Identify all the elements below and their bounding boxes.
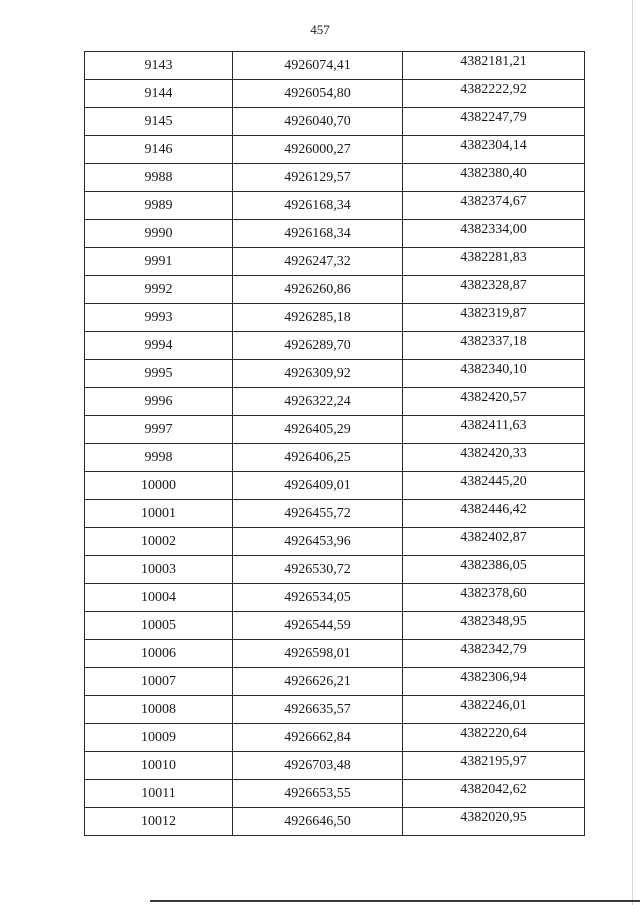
point-id-cell-text: 9995 [144, 365, 173, 381]
point-id-cell [85, 164, 233, 192]
y-coordinate-cell-text: 4382020,95 [460, 809, 527, 825]
point-id-cell-text: 10002 [141, 533, 176, 549]
table-row [85, 612, 585, 640]
point-id-cell-text: 10005 [141, 617, 176, 633]
coordinates-table [84, 51, 585, 836]
x-coordinate-cell-text: 4926653,55 [284, 785, 351, 801]
y-coordinate-cell-text: 4382411,63 [460, 417, 527, 433]
x-coordinate-cell [233, 528, 403, 556]
table-row [85, 276, 585, 304]
point-id-cell-text: 9992 [144, 281, 173, 297]
y-coordinate-cell [403, 528, 585, 556]
x-coordinate-cell [233, 612, 403, 640]
y-coordinate-cell [403, 388, 585, 416]
point-id-cell [85, 192, 233, 220]
x-coordinate-cell [233, 640, 403, 668]
point-id-cell [85, 556, 233, 584]
point-id-cell-text: 9994 [144, 337, 173, 353]
table-row [85, 304, 585, 332]
table-row [85, 248, 585, 276]
table-row [85, 164, 585, 192]
point-id-cell-text: 10008 [141, 701, 176, 717]
point-id-cell [85, 360, 233, 388]
point-id-cell [85, 696, 233, 724]
x-coordinate-cell-text: 4926406,25 [284, 449, 351, 465]
point-id-cell [85, 472, 233, 500]
y-coordinate-cell-text: 4382246,01 [460, 697, 527, 713]
x-coordinate-cell-text: 4926247,32 [284, 253, 351, 269]
point-id-cell-text: 10010 [141, 757, 176, 773]
x-coordinate-cell-text: 4926168,34 [284, 197, 351, 213]
point-id-cell-text: 10004 [141, 589, 176, 605]
point-id-cell-text: 9991 [144, 253, 173, 269]
y-coordinate-cell [403, 444, 585, 472]
x-coordinate-cell [233, 276, 403, 304]
point-id-cell [85, 304, 233, 332]
table-row [85, 696, 585, 724]
table-row [85, 80, 585, 108]
y-coordinate-cell-text: 4382420,57 [460, 389, 527, 405]
x-coordinate-cell-text: 4926703,48 [284, 757, 351, 773]
table-row [85, 752, 585, 780]
point-id-cell-text: 10001 [141, 505, 176, 521]
x-coordinate-cell [233, 696, 403, 724]
x-coordinate-cell [233, 332, 403, 360]
point-id-cell-text: 10007 [141, 673, 176, 689]
point-id-cell-text: 9997 [144, 421, 173, 437]
point-id-cell [85, 332, 233, 360]
point-id-cell [85, 416, 233, 444]
x-coordinate-cell [233, 220, 403, 248]
coordinates-table-body [85, 52, 585, 836]
table-row [85, 52, 585, 80]
point-id-cell-text: 10006 [141, 645, 176, 661]
point-id-cell [85, 444, 233, 472]
x-coordinate-cell [233, 668, 403, 696]
x-coordinate-cell-text: 4926409,01 [284, 477, 351, 493]
y-coordinate-cell [403, 164, 585, 192]
page-number: 457 [310, 22, 330, 37]
y-coordinate-cell-text: 4382319,87 [460, 305, 527, 321]
point-id-cell [85, 108, 233, 136]
x-coordinate-cell-text: 4926322,24 [284, 393, 351, 409]
point-id-cell [85, 276, 233, 304]
x-coordinate-cell [233, 80, 403, 108]
x-coordinate-cell-text: 4926626,21 [284, 673, 351, 689]
table-row [85, 192, 585, 220]
x-coordinate-cell-text: 4926544,59 [284, 617, 351, 633]
x-coordinate-cell [233, 724, 403, 752]
x-coordinate-cell-text: 4926534,05 [284, 589, 351, 605]
x-coordinate-cell [233, 444, 403, 472]
table-row [85, 640, 585, 668]
point-id-cell [85, 808, 233, 836]
y-coordinate-cell [403, 304, 585, 332]
point-id-cell [85, 612, 233, 640]
x-coordinate-cell-text: 4926662,84 [284, 729, 351, 745]
table-row [85, 584, 585, 612]
point-id-cell [85, 136, 233, 164]
y-coordinate-cell-text: 4382306,94 [460, 669, 527, 685]
y-coordinate-cell-text: 4382247,79 [460, 109, 527, 125]
x-coordinate-cell [233, 416, 403, 444]
y-coordinate-cell-text: 4382222,92 [460, 81, 527, 97]
y-coordinate-cell-text: 4382402,87 [460, 529, 527, 545]
point-id-cell-text: 9146 [144, 141, 173, 157]
y-coordinate-cell-text: 4382337,18 [460, 333, 527, 349]
y-coordinate-cell [403, 640, 585, 668]
y-coordinate-cell-text: 4382378,60 [460, 585, 527, 601]
table-row [85, 472, 585, 500]
y-coordinate-cell [403, 248, 585, 276]
table-row [85, 668, 585, 696]
point-id-cell-text: 9990 [144, 225, 173, 241]
point-id-cell [85, 780, 233, 808]
x-coordinate-cell [233, 752, 403, 780]
point-id-cell-text: 9996 [144, 393, 173, 409]
y-coordinate-cell-text: 4382181,21 [460, 53, 527, 69]
x-coordinate-cell-text: 4926455,72 [284, 505, 351, 521]
y-coordinate-cell [403, 668, 585, 696]
point-id-cell [85, 52, 233, 80]
x-coordinate-cell-text: 4926646,50 [284, 813, 351, 829]
point-id-cell [85, 668, 233, 696]
x-coordinate-cell [233, 304, 403, 332]
y-coordinate-cell [403, 192, 585, 220]
x-coordinate-cell-text: 4926074,41 [284, 57, 351, 73]
x-coordinate-cell-text: 4926000,27 [284, 141, 351, 157]
y-coordinate-cell-text: 4382445,20 [460, 473, 527, 489]
y-coordinate-cell-text: 4382304,14 [460, 137, 527, 153]
point-id-cell-text: 9998 [144, 449, 173, 465]
x-coordinate-cell [233, 360, 403, 388]
table-row [85, 444, 585, 472]
y-coordinate-cell [403, 276, 585, 304]
table-row [85, 528, 585, 556]
y-coordinate-cell-text: 4382195,97 [460, 753, 527, 769]
y-coordinate-cell-text: 4382042,62 [460, 781, 527, 797]
x-coordinate-cell [233, 192, 403, 220]
x-coordinate-cell [233, 556, 403, 584]
point-id-cell-text: 9145 [144, 113, 173, 129]
point-id-cell [85, 528, 233, 556]
x-coordinate-cell-text: 4926530,72 [284, 561, 351, 577]
x-coordinate-cell-text: 4926289,70 [284, 337, 351, 353]
y-coordinate-cell [403, 136, 585, 164]
y-coordinate-cell [403, 612, 585, 640]
y-coordinate-cell-text: 4382342,79 [460, 641, 527, 657]
table-row [85, 108, 585, 136]
table-row [85, 500, 585, 528]
point-id-cell [85, 248, 233, 276]
point-id-cell-text: 10012 [141, 813, 176, 829]
y-coordinate-cell [403, 360, 585, 388]
y-coordinate-cell-text: 4382380,40 [460, 165, 527, 181]
y-coordinate-cell [403, 696, 585, 724]
x-coordinate-cell-text: 4926054,80 [284, 85, 351, 101]
table-row [85, 136, 585, 164]
y-coordinate-cell-text: 4382348,95 [460, 613, 527, 629]
y-coordinate-cell [403, 584, 585, 612]
y-coordinate-cell [403, 108, 585, 136]
table-row [85, 780, 585, 808]
x-coordinate-cell [233, 136, 403, 164]
x-coordinate-cell [233, 500, 403, 528]
y-coordinate-cell-text: 4382328,87 [460, 277, 527, 293]
y-coordinate-cell [403, 556, 585, 584]
table-row [85, 724, 585, 752]
x-coordinate-cell [233, 584, 403, 612]
x-coordinate-cell [233, 108, 403, 136]
point-id-cell-text: 9989 [144, 197, 173, 213]
x-coordinate-cell [233, 808, 403, 836]
x-coordinate-cell-text: 4926453,96 [284, 533, 351, 549]
table-row [85, 416, 585, 444]
x-coordinate-cell-text: 4926405,29 [284, 421, 351, 437]
x-coordinate-cell [233, 388, 403, 416]
y-coordinate-cell [403, 500, 585, 528]
point-id-cell [85, 752, 233, 780]
y-coordinate-cell-text: 4382386,05 [460, 557, 527, 573]
y-coordinate-cell-text: 4382420,33 [460, 445, 527, 461]
table-row [85, 332, 585, 360]
y-coordinate-cell-text: 4382340,10 [460, 361, 527, 377]
x-coordinate-cell-text: 4926168,34 [284, 225, 351, 241]
point-id-cell-text: 10000 [141, 477, 176, 493]
table-row [85, 360, 585, 388]
y-coordinate-cell [403, 808, 585, 836]
table-row [85, 556, 585, 584]
point-id-cell-text: 9993 [144, 309, 173, 325]
table-row [85, 220, 585, 248]
y-coordinate-cell [403, 472, 585, 500]
point-id-cell-text: 9988 [144, 169, 173, 185]
y-coordinate-cell [403, 80, 585, 108]
x-coordinate-cell [233, 780, 403, 808]
point-id-cell [85, 80, 233, 108]
y-coordinate-cell-text: 4382446,42 [460, 501, 527, 517]
y-coordinate-cell [403, 416, 585, 444]
table-row [85, 388, 585, 416]
x-coordinate-cell [233, 248, 403, 276]
y-coordinate-cell-text: 4382220,64 [460, 725, 527, 741]
page-edge-line [632, 0, 633, 905]
x-coordinate-cell [233, 52, 403, 80]
x-coordinate-cell-text: 4926598,01 [284, 645, 351, 661]
y-coordinate-cell [403, 780, 585, 808]
y-coordinate-cell [403, 332, 585, 360]
y-coordinate-cell [403, 52, 585, 80]
table-row [85, 808, 585, 836]
point-id-cell-text: 9143 [144, 57, 173, 73]
point-id-cell-text: 9144 [144, 85, 173, 101]
point-id-cell [85, 584, 233, 612]
point-id-cell-text: 10009 [141, 729, 176, 745]
y-coordinate-cell-text: 4382281,83 [460, 249, 527, 265]
x-coordinate-cell-text: 4926285,18 [284, 309, 351, 325]
x-coordinate-cell-text: 4926309,92 [284, 365, 351, 381]
point-id-cell [85, 500, 233, 528]
x-coordinate-cell-text: 4926040,70 [284, 113, 351, 129]
point-id-cell [85, 724, 233, 752]
y-coordinate-cell-text: 4382374,67 [460, 193, 527, 209]
x-coordinate-cell [233, 472, 403, 500]
point-id-cell [85, 220, 233, 248]
y-coordinate-cell [403, 724, 585, 752]
y-coordinate-cell [403, 752, 585, 780]
x-coordinate-cell-text: 4926635,57 [284, 701, 351, 717]
y-coordinate-cell [403, 220, 585, 248]
point-id-cell [85, 388, 233, 416]
point-id-cell [85, 640, 233, 668]
x-coordinate-cell [233, 164, 403, 192]
x-coordinate-cell-text: 4926129,57 [284, 169, 351, 185]
point-id-cell-text: 10011 [141, 785, 176, 801]
bottom-rule-line [150, 900, 640, 902]
y-coordinate-cell-text: 4382334,00 [460, 221, 527, 237]
x-coordinate-cell-text: 4926260,86 [284, 281, 351, 297]
point-id-cell-text: 10003 [141, 561, 176, 577]
